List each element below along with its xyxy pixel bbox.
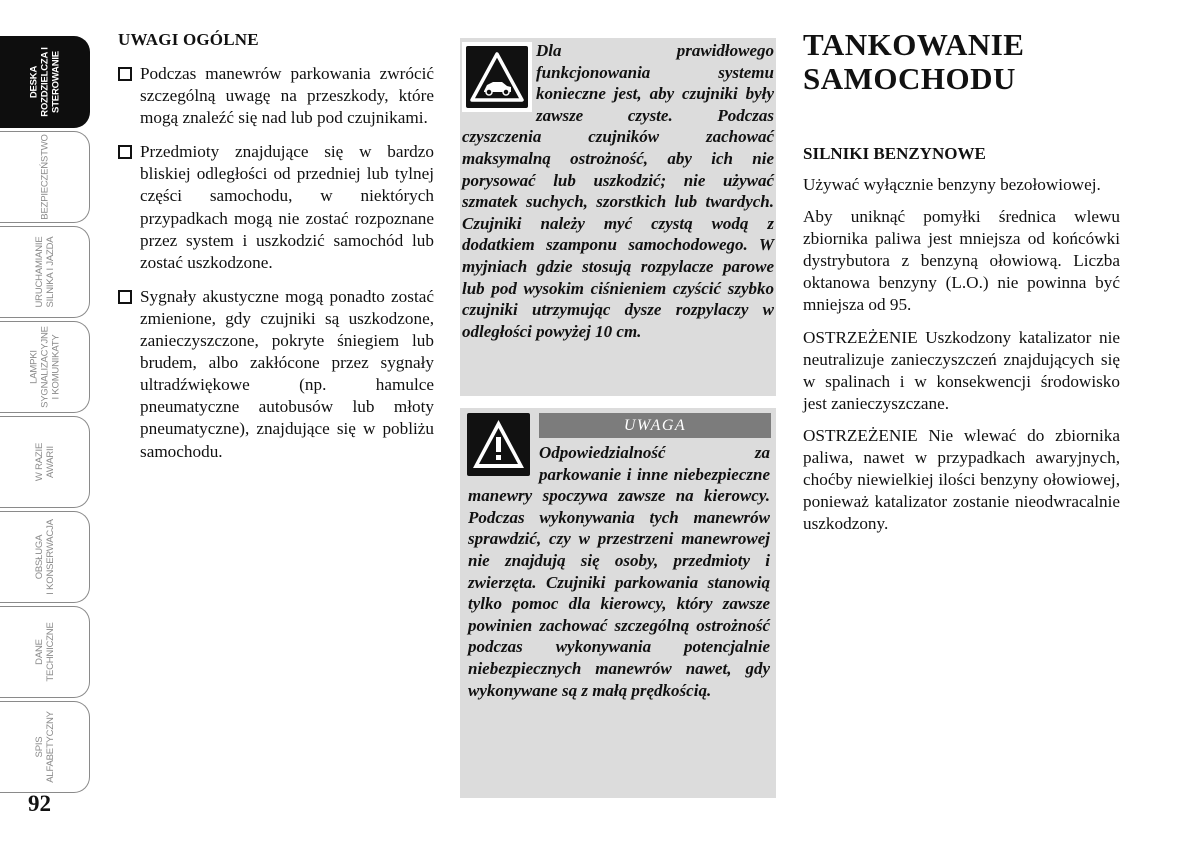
tab-uruchamianie[interactable] xyxy=(0,226,90,318)
paragraph: Używać wyłącznie benzyny bezołowiowej. xyxy=(803,175,1101,194)
page-number: 92 xyxy=(28,791,51,816)
general-notes-section xyxy=(118,30,434,475)
list-item-text: Przedmioty znajdujące się w bardzo bliskiej odległości od przedniej lub tylnej części samochodu, w niektórych przypadkach mogą nie zostać rozpoznane przez system i uszkodzić samochód lub zostać uszkodzone. xyxy=(140,142,434,272)
tab-label-line: ROZDZIELCZA I xyxy=(39,47,50,117)
warning-text: Odpowiedzialność za parkowanie i inne niebezpieczne manewry spoczywa zawsze na kierowcy. Podczas wykonywania tych manewrów sprawdzić, czy w przestrzeni manewrowej nie znajdują się osoby, przedmioty i zwierzęta. Czujniki parkowania stanowią tylko pomoc dla kierowcy, który zawsze powinien zachować szczególną ostrożność podczas wykonywania potencjalnie niebezpiecznych manewrów nawet, gdy wykonywane są z małą prędkością. xyxy=(468,443,770,700)
tab-label-line: SPIS xyxy=(33,736,45,758)
tab-label-line: STEROWANIE xyxy=(50,51,61,113)
tab-label-line: I KONSERWACJA xyxy=(44,519,56,595)
checkbox-bullet-icon xyxy=(118,145,132,159)
list-item-text: Sygnały akustyczne mogą ponadto zostać zmienione, gdy czujniki są uszkodzone, zanieczyszczone, pokryte śniegiem lub brudem, albo zakłócone przez sygnały ultradźwiękowe (np. hamulce pneumatyczne autobusów lub młoty pneumatyczne), znajdujące się w pobliżu samochodu. xyxy=(140,286,434,461)
paragraph: OSTRZEŻENIE Uszkodzony katalizator nie neutralizuje zanieczyszczeń znajdujących się w spalinach i w konsekwencji środowisko jest zanieczyszczane. xyxy=(803,327,1120,413)
tab-deska-rozdzielcza[interactable] xyxy=(0,36,90,128)
list-item xyxy=(118,141,434,274)
warning-box xyxy=(460,408,776,798)
title-line: SAMOCHODU xyxy=(803,61,1016,96)
list-item xyxy=(118,286,434,463)
title-line: TANKOWANIE xyxy=(803,27,1025,62)
warning-header: UWAGA xyxy=(539,413,771,438)
list-item xyxy=(118,63,434,129)
tab-label-line: TECHNICZNE xyxy=(44,622,56,682)
tab-label-line: LAMPKI xyxy=(28,350,39,384)
tab-obsluga[interactable] xyxy=(0,511,90,603)
refueling-section xyxy=(803,28,1120,545)
section-heading: SILNIKI BENZYNOWE xyxy=(803,144,986,163)
tab-label-line: ALFABETYCZNY xyxy=(44,711,56,783)
tab-label-line: SYGNALIZACYJNE xyxy=(39,326,50,408)
tab-label-line: W RAZIE xyxy=(33,442,45,482)
paragraph: Aby uniknąć pomyłki średnica wlewu zbiornika paliwa jest mniejsza od końcówki dystrybutora z benzyną ołowiową. Liczba oktanowa benzyny (L.O.) nie powinna być mniejsza od 95. xyxy=(803,207,1120,315)
tab-label-line: I KOMUNIKATY xyxy=(50,334,61,400)
page-title xyxy=(803,28,1120,96)
tab-label-line: DANE xyxy=(33,639,45,665)
checkbox-bullet-icon xyxy=(118,67,132,81)
tab-label-line: URUCHAMIANIE xyxy=(33,236,45,308)
tab-label-line: DESKA xyxy=(28,65,39,99)
list-item-text: Podczas manewrów parkowania zwrócić szczególną uwagę na przeszkody, które mogą znaleźć się nad lub pod czujnikami. xyxy=(140,64,434,128)
tab-w-razie-awarii[interactable] xyxy=(0,416,90,508)
tab-lampki[interactable] xyxy=(0,321,90,413)
tab-label-line: AWARII xyxy=(44,446,56,478)
tab-label-line: BEZPIECZEŃSTWO xyxy=(39,134,50,220)
section-heading: UWAGI OGÓLNE xyxy=(118,30,259,49)
tab-dane-techniczne[interactable] xyxy=(0,606,90,698)
paragraph: OSTRZEŻENIE Nie wlewać do zbiornika paliwa, nawet w przypadkach awaryjnych, choćby niewielkiej ilości benzyny ołowiowej, ponieważ katalizator zostanie nieodwracalnie uszkodzony. xyxy=(803,425,1120,534)
tab-spis-alfabetyczny[interactable] xyxy=(0,701,90,793)
note-text: Dla prawidłowego funkcjonowania systemu konieczne jest, aby czujniki były zawsze czyste. Podczas czyszczenia czujników zachować maksymalną ostrożność, aby ich nie porysować lub uszkodzić; nie używać szmatek suchych, szorstkich lub twardych. Czujniki należy myć czystą wodą z dodatkiem szamponu samochodowego. W myjniach gdzie stosują rozpylacze parowe lub pod wysokim ciśnieniem czyścić szybko czujniki utrzymując dysze rozpylaczy w odległości powyżej 10 cm. xyxy=(462,41,774,341)
chapter-tabs xyxy=(0,36,90,796)
checkbox-bullet-icon xyxy=(118,290,132,304)
sensor-care-note-box xyxy=(460,38,776,396)
tab-label-line: SILNIKA I JAZDA xyxy=(44,236,56,308)
tab-label-line: OBSŁUGA xyxy=(33,534,45,580)
tab-bezpieczenstwo[interactable] xyxy=(0,131,90,223)
